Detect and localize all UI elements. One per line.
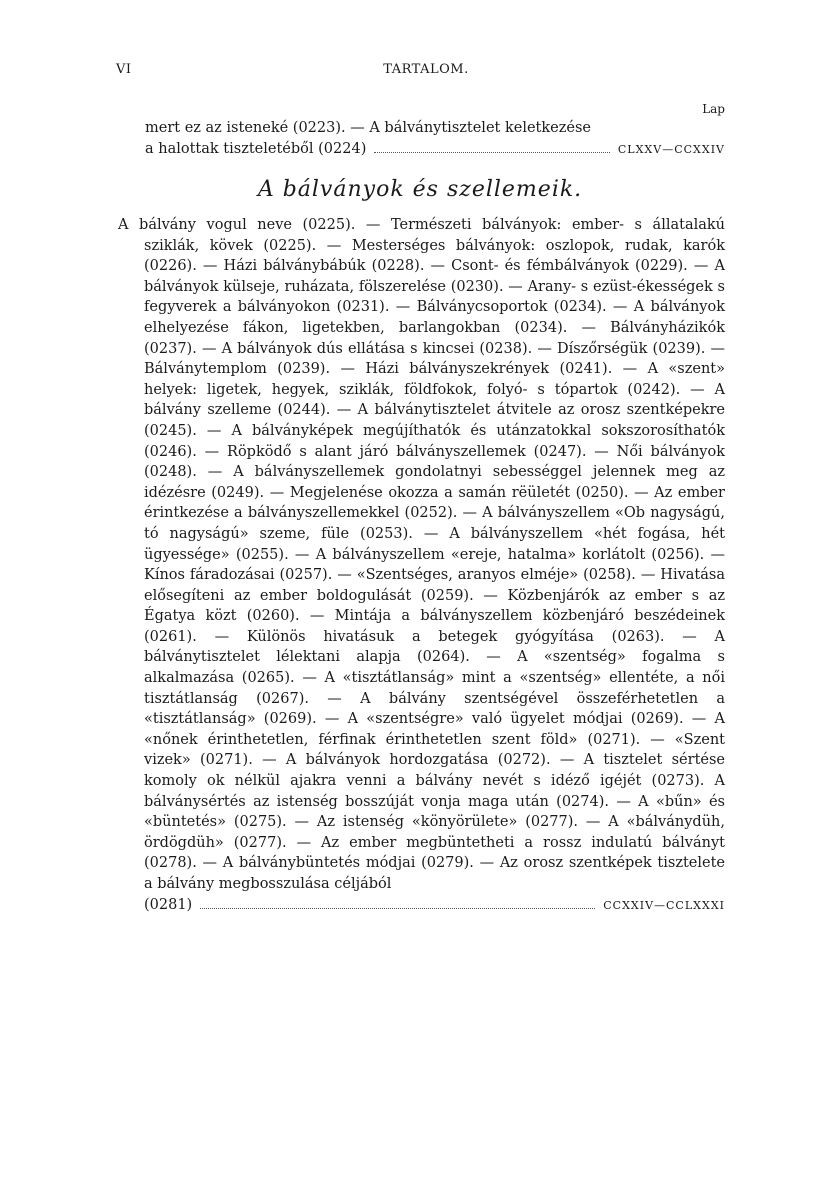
- page-number: VI: [116, 62, 132, 77]
- running-head: [116, 62, 736, 82]
- toc-entry-last-line: [118, 895, 725, 917]
- toc-entry-body: A bálvány vogul neve (0225). — Természeti bálványok: ember- s állatalakú sziklák, kövek (0225). — Mesterséges bálványok: oszlopok, rudak, karók (0226). — Házi bálványbábúk (0228). — Csont- és fémbálványok (0229). — A bálványok külseje, ruházata, fölszerelése (0230). — Arany- s ezüst-ékességek s fegyverek a bálványokon (0231). — Bálványcsoportok (0234). — A bálványok elhelyezése fákon, ligetekben, barlangokban (0234). — Bálványházikók (0237). — A bálványok dús ellátása s kincsei (0238). — Díszőrségük (0239). — Bálványtemplom (0239). — Házi bálványszekrények (0241). — A «szent» helyek: ligetek, hegyek, sziklák, földfokok, folyó- s tópartok (0242). — A bálvány szelleme (0244). — A bálványtisztelet átvitele az orosz szentképekre (0245). — A bálványképek megújíthatók és utánzatokkal sokszorosíthatók (0246). — Röpködő s alant járó bálványszellemek (0247). — Női bálványok (0248). — A bálványszellemek gondolatnyi sebességgel jelennek meg az idézésre (0249). — Megjelenése okozza a samán rëületét (0250). — Az ember érintkezése a bálványszellemekkel (0252). — A bálványszellem «Ob nagyságú, tó nagyságú» szeme, füle (0253). — A bálványszellem «hét fogása, hét ügyessége» (0255). — A bálványszellem «ereje, hatalma» korlátolt (0256). — Kínos fáradozásai (0257). — «Szentséges, aranyos elméje» (0258). — Hivatása elősegíteni az ember boldogulását (0259). — Közbenjárók az ember s az Égatya közt (0260). — Mintája a bálványszellem közbenjáró beszédeinek (0261). — Különös hivatásuk a betegek gyógyítása (0263). — A bálványtisztelet lélektani alapja (0264). — A «szentség» fogalma s alkalmazása (0265). — A «tisztátlanság» mint a «szentség» ellentéte, a női tisztátlanság (0267). — A bálvány szentségével összeférhetetlen a «tisztátlanság» (0269). — A «szentségre» való ügyelet módjai (0269). — A «nőnek érinthetetlen, férfinak érinthetetlen szent föld» (0271). — «Szent vizek» (0271). — A bálványok hordozgatása (0272). — A tisztelet sértése komoly ok nélkül ajakra venni a bálvány nevét s idéző igéjét (0273). A bálványsértés az istenség bosszúját vonja maga után (0274). — A «bűn» és «büntetés» (0275). — Az istenség «könyörülete» (0277). — A «bálványdüh, ördögdüh» (0277). — Az ember megbüntetheti a rossz indulatú bálványt (0278). — A bálványbüntetés módjai (0279). — Az orosz szentképek tisztelete a bálvány megbosszulása céljából: [118, 217, 725, 892]
- section-heading: A bálványok és szellemeik.: [257, 177, 583, 202]
- page-range: CLXXV—CCXXIV: [617, 142, 725, 156]
- page-range: CCXXIV—CCLXXXI: [603, 898, 725, 912]
- toc-entry-text-line1: mert ez az isteneké (0223). — A bálványtisztelet keletkezése: [145, 120, 591, 136]
- dot-leader: [374, 151, 610, 153]
- toc-entry-line2: [145, 139, 725, 161]
- running-title: TARTALOM.: [383, 62, 469, 77]
- toc-entry-last-ref: (0281): [144, 896, 193, 913]
- toc-entry-text-line2: a halottak tiszteletéből (0224): [145, 140, 367, 157]
- dot-leader: [200, 907, 595, 909]
- toc-entry-main: [118, 215, 725, 916]
- page-column-label: Lap: [702, 102, 725, 116]
- toc-entry-top: [145, 118, 725, 160]
